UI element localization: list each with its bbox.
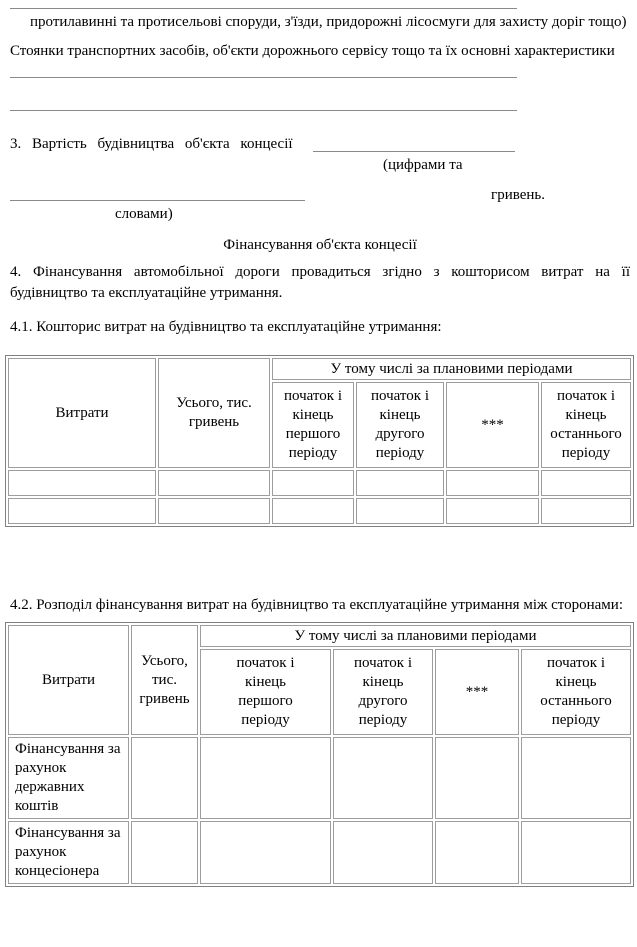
empty-data-cell	[435, 821, 519, 884]
header-cell-period-1	[272, 382, 354, 468]
empty-data-cell	[333, 737, 433, 819]
empty-data-cell	[333, 821, 433, 884]
header-cell-period-1	[200, 649, 331, 735]
header-cell-period-last	[541, 382, 631, 468]
table-row	[8, 470, 631, 496]
clause-3-row	[10, 134, 630, 155]
empty-data-cell	[272, 498, 354, 524]
clause-3-blank-words	[10, 200, 305, 201]
period-label: ***	[465, 683, 489, 700]
header-cell-costs: Витрати	[8, 358, 156, 468]
header-cell-total: Усього, тис. гривень	[131, 625, 198, 735]
clause-3-row-words	[10, 186, 630, 204]
header-cell-period-last	[521, 649, 631, 735]
header-cell-periods-group: У тому числі за плановими періодами	[200, 625, 631, 647]
header-cell-period-ellipsis	[446, 382, 539, 468]
clause-3-blank-digits	[313, 151, 515, 152]
header-cell-period-2	[333, 649, 433, 735]
table-row-state-funds	[8, 737, 631, 819]
financing-distribution-table	[5, 622, 634, 887]
header-cell-period-2	[356, 382, 444, 468]
clause-3-currency-label: гривень.	[491, 187, 545, 203]
row-label-cell: Фінансування за рахунок концесіонера	[8, 821, 129, 884]
fill-in-line	[10, 110, 517, 111]
empty-data-cell	[521, 821, 631, 884]
cost-estimate-table	[5, 355, 634, 527]
empty-data-cell	[521, 737, 631, 819]
period-label: початок і кінець останнього періоду	[550, 388, 622, 461]
section-heading-financing: Фінансування об'єкта концесії	[223, 237, 417, 253]
fill-in-line	[10, 77, 517, 78]
header-cell-periods-group: У тому числі за плановими періодами	[272, 358, 631, 380]
clause-3-label: 3. Вартість будівництва об'єкта концесії	[10, 136, 293, 152]
header-cell-total: Усього, тис. гривень	[158, 358, 270, 468]
period-label: початок і кінець останнього періоду	[540, 655, 612, 728]
paragraph-road-structures: протилавинні та протисельові споруди, з'їзди, придорожні лісосмуги для захисту доріг тощо)	[30, 14, 627, 30]
clause-3-hint-digits: (цифрами та	[383, 157, 463, 173]
empty-data-cell	[541, 470, 631, 496]
empty-data-cell	[356, 498, 444, 524]
period-label: початок і кінець першого періоду	[236, 655, 295, 728]
empty-data-cell	[272, 470, 354, 496]
empty-data-cell	[356, 470, 444, 496]
header-cell-costs: Витрати	[8, 625, 129, 735]
period-label: ***	[481, 416, 504, 433]
empty-data-cell	[541, 498, 631, 524]
paragraph-parking-facilities: Стоянки транспортних засобів, об'єкти дорожнього сервісу тощо та їх основні характеристики	[10, 43, 615, 59]
empty-data-cell	[131, 821, 198, 884]
empty-data-cell	[200, 821, 331, 884]
fill-in-line	[10, 8, 517, 9]
empty-data-cell	[158, 470, 270, 496]
empty-data-cell	[131, 737, 198, 819]
period-label: початок і кінець другого періоду	[370, 388, 429, 461]
period-label: початок і кінець другого періоду	[353, 655, 412, 728]
empty-data-cell	[435, 737, 519, 819]
clause-3-hint-words: словами)	[115, 206, 173, 222]
empty-data-cell	[158, 498, 270, 524]
empty-data-cell	[446, 470, 539, 496]
paragraph-4-1: 4.1. Кошторис витрат на будівництво та експлуатаційне утримання:	[10, 319, 442, 335]
paragraph-4: 4. Фінансування автомобільної дороги провадиться згідно з кошторисом витрат на її будівництво та експлуатаційне утримання.	[10, 264, 630, 301]
paragraph-4-2: 4.2. Розподіл фінансування витрат на будівництво та експлуатаційне утримання між сторонами:	[10, 597, 623, 613]
period-label: початок і кінець першого періоду	[283, 388, 342, 461]
header-cell-period-ellipsis	[435, 649, 519, 735]
empty-data-cell	[446, 498, 539, 524]
empty-data-cell	[8, 470, 156, 496]
table-row-concessionaire	[8, 821, 631, 884]
table-row	[8, 498, 631, 524]
row-label-cell: Фінансування за рахунок державних коштів	[8, 737, 129, 819]
empty-data-cell	[8, 498, 156, 524]
empty-data-cell	[200, 737, 331, 819]
